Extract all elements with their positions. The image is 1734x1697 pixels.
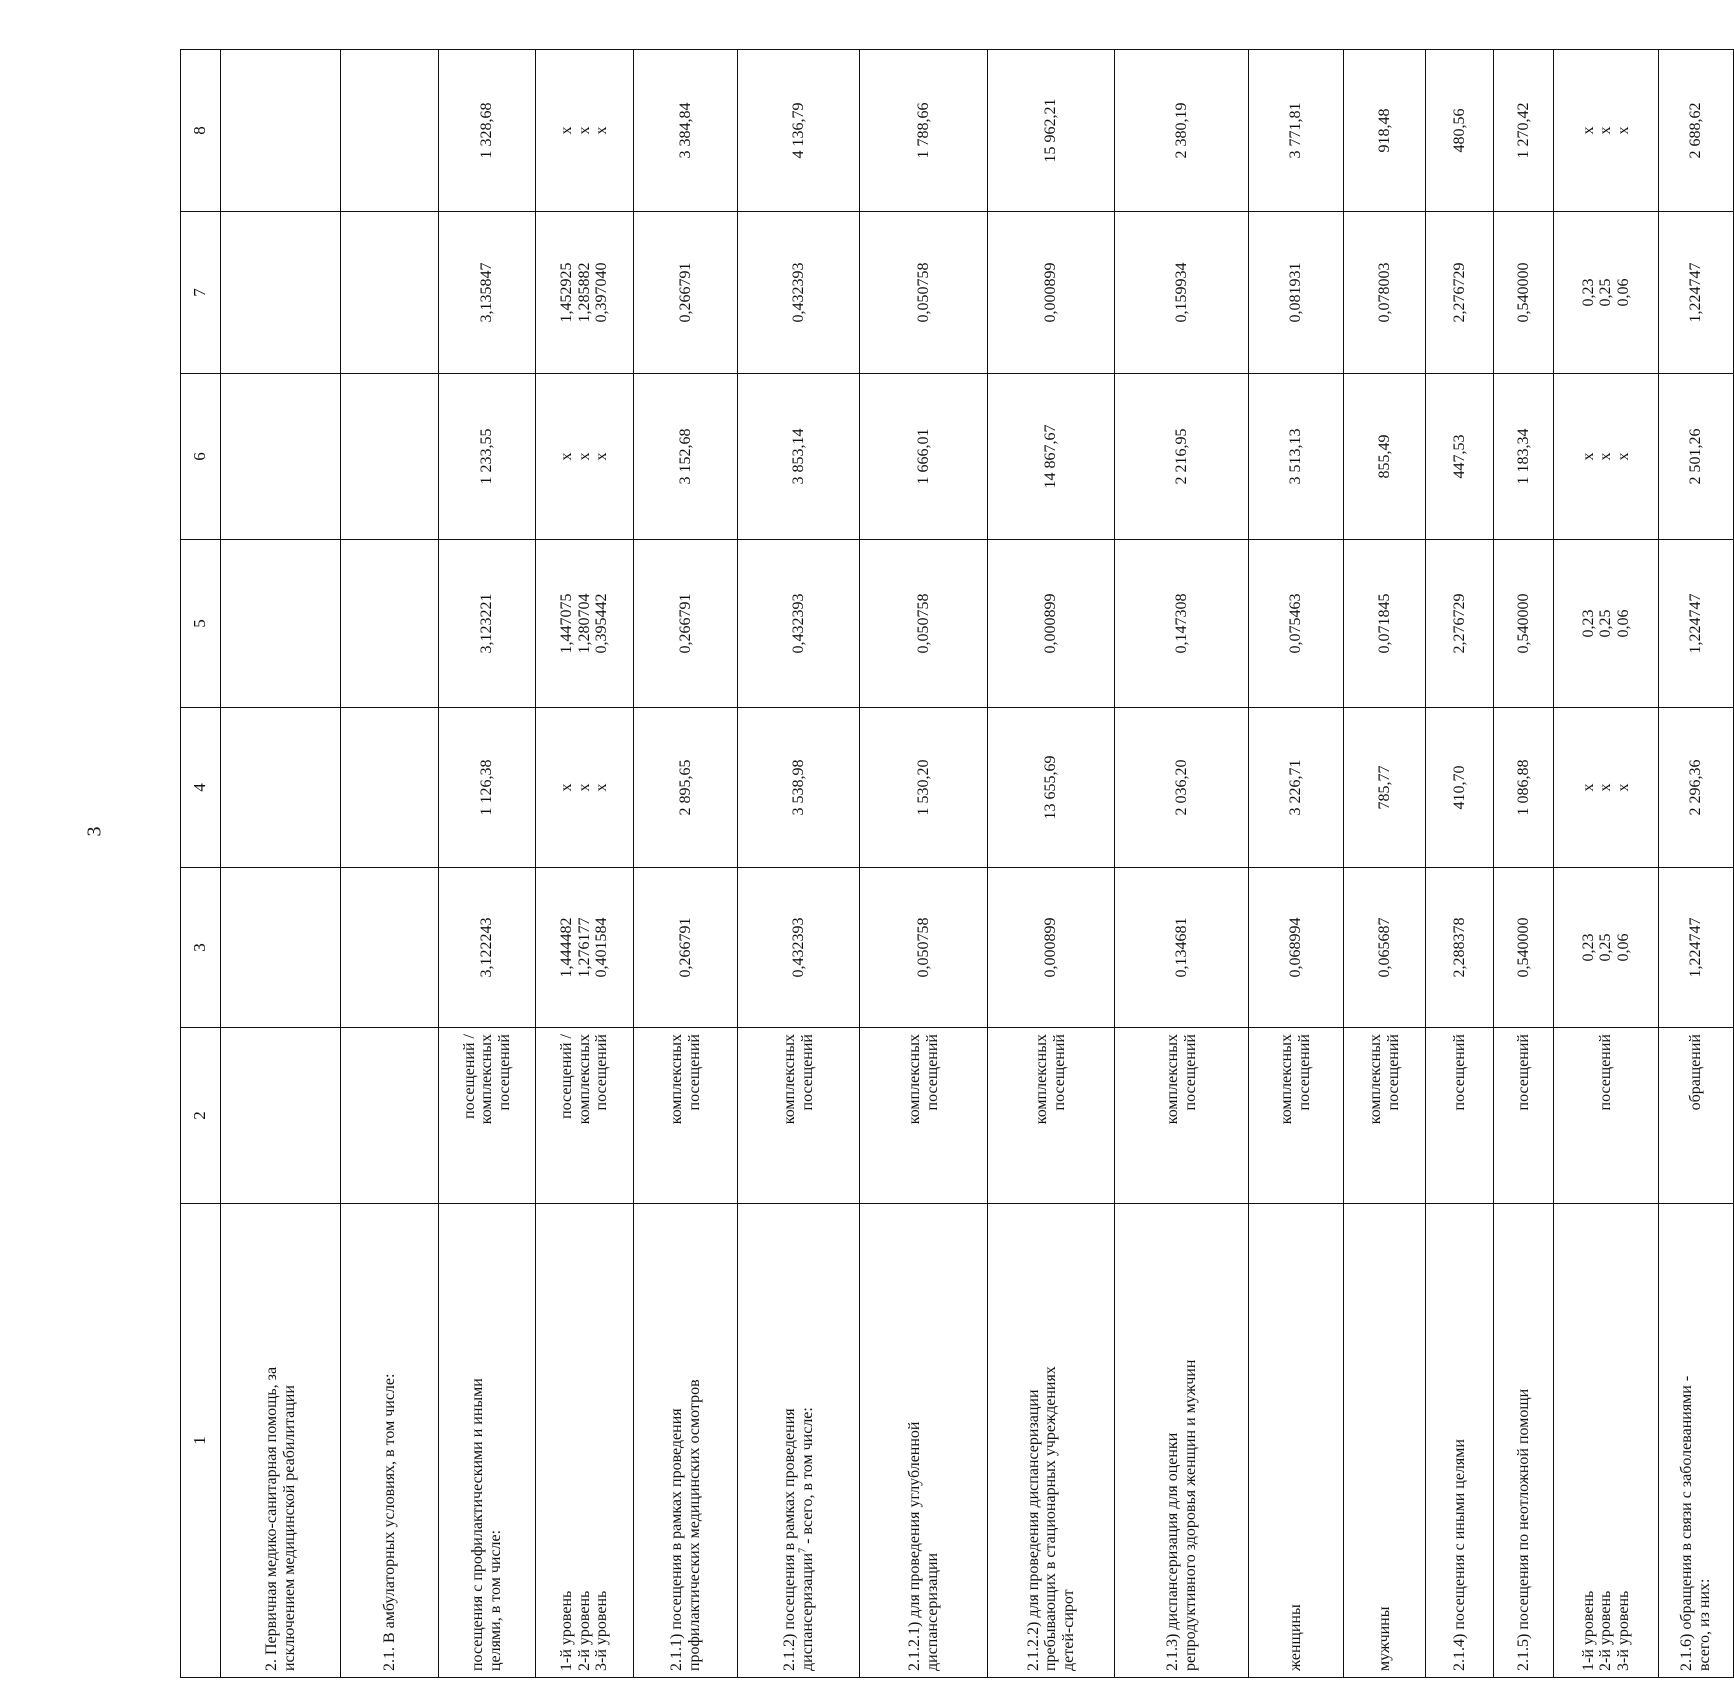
value-cell: 2 688,62: [1659, 50, 1734, 212]
value-cell: 1,444482 1,276177 0,401584: [536, 868, 634, 1028]
value-cell: 1,224747: [1659, 868, 1734, 1028]
table-row: [1554, 50, 1659, 1678]
value-cell: [221, 708, 341, 868]
table-row: [1115, 50, 1249, 1678]
footnote-mark: 7: [797, 1547, 809, 1553]
header-cell-1: 1: [181, 1204, 221, 1678]
unit-cell: обращений: [1659, 1028, 1734, 1204]
value-cell: 410,70: [1426, 708, 1494, 868]
data-table: [180, 49, 1734, 1678]
value-cell: 14 867,67: [988, 374, 1115, 540]
value-cell: 3,122243: [439, 868, 536, 1028]
value-cell: 3,123221: [439, 540, 536, 708]
header-cell-8: 8: [181, 50, 221, 212]
row-label-cell: 2.1.1) посещения в рамках проведения профилактических медицинских осмотров: [634, 1204, 738, 1678]
row-label-cell: посещения с профилактическими и иными целями, в том числе:: [439, 1204, 536, 1678]
value-cell: 0,540000: [1494, 212, 1554, 374]
value-cell: 1 530,20: [860, 708, 988, 868]
value-cell: 1 270,42: [1494, 50, 1554, 212]
value-cell: 785,77: [1344, 708, 1426, 868]
value-cell: х х х: [536, 374, 634, 540]
page-number: 3: [83, 826, 106, 837]
value-cell: 0,050758: [860, 540, 988, 708]
table-row: [738, 50, 860, 1678]
value-cell: 3 513,13: [1249, 374, 1344, 540]
value-cell: 0,081931: [1249, 212, 1344, 374]
value-cell: 3 226,71: [1249, 708, 1344, 868]
value-cell: х х х: [1554, 708, 1659, 868]
unit-cell: комплексных посещений: [1249, 1028, 1344, 1204]
value-cell: 3 538,98: [738, 708, 860, 868]
value-cell: 3 152,68: [634, 374, 738, 540]
value-cell: х х х: [536, 708, 634, 868]
value-cell: [341, 540, 439, 708]
table-row: [860, 50, 988, 1678]
value-cell: 2 036,20: [1115, 708, 1249, 868]
value-cell: 3 771,81: [1249, 50, 1344, 212]
unit-cell: посещений / комплексных посещений: [536, 1028, 634, 1204]
value-cell: 2 501,26: [1659, 374, 1734, 540]
value-cell: 1,447075 1,280704 0,395442: [536, 540, 634, 708]
row-label-tail: - всего, в том числе:: [798, 1407, 816, 1548]
value-cell: 3 384,84: [634, 50, 738, 212]
value-cell: 0,068994: [1249, 868, 1344, 1028]
header-cell-6: 6: [181, 374, 221, 540]
value-cell: 2,288378: [1426, 868, 1494, 1028]
unit-cell: комплексных посещений: [1115, 1028, 1249, 1204]
header-row: [181, 50, 221, 1678]
row-label-cell: 2.1.5) посещения по неотложной помощи: [1494, 1204, 1554, 1678]
header-cell-4: 4: [181, 708, 221, 868]
table-row: [221, 50, 341, 1678]
value-cell: х х х: [1554, 374, 1659, 540]
value-cell: 1 233,55: [439, 374, 536, 540]
unit-cell: комплексных посещений: [1344, 1028, 1426, 1204]
value-cell: 3 853,14: [738, 374, 860, 540]
unit-cell: комплексных посещений: [634, 1028, 738, 1204]
unit-cell: комплексных посещений: [738, 1028, 860, 1204]
unit-cell: [221, 1028, 341, 1204]
value-cell: [341, 868, 439, 1028]
table-row: [1426, 50, 1494, 1678]
value-cell: [341, 374, 439, 540]
value-cell: 2 296,36: [1659, 708, 1734, 868]
value-cell: 1 126,38: [439, 708, 536, 868]
row-label-text: 2.1.2) посещения в рамках проведения диспансеризации: [780, 1408, 816, 1671]
unit-cell: посещений: [1554, 1028, 1659, 1204]
value-cell: 0,000899: [988, 212, 1115, 374]
value-cell: 1 666,01: [860, 374, 988, 540]
value-cell: 1,224747: [1659, 212, 1734, 374]
row-label-cell: мужчины: [1344, 1204, 1426, 1678]
rotated-table-container: [180, 50, 1713, 1678]
value-cell: 0,071845: [1344, 540, 1426, 708]
value-cell: х х х: [536, 50, 634, 212]
value-cell: х х х: [1554, 50, 1659, 212]
unit-cell: посещений / комплексных посещений: [439, 1028, 536, 1204]
row-label-cell: 2.1.2.2) для проведения диспансеризации пребывающих в стационарных учреждениях детей-сирот: [988, 1204, 1115, 1678]
row-label-cell: [738, 1204, 860, 1678]
value-cell: 2,276729: [1426, 540, 1494, 708]
row-label-cell: женщины: [1249, 1204, 1344, 1678]
table-row: [341, 50, 439, 1678]
value-cell: 0,000899: [988, 540, 1115, 708]
row-label-cell: 2.1.2.1) для проведения углубленной диспансеризации: [860, 1204, 988, 1678]
value-cell: 0,23 0,25 0,06: [1554, 540, 1659, 708]
header-cell-3: 3: [181, 868, 221, 1028]
row-label-cell: 2. Первичная медико-санитарная помощь, за исключением медицинской реабилитации: [221, 1204, 341, 1678]
value-cell: 918,48: [1344, 50, 1426, 212]
unit-cell: комплексных посещений: [860, 1028, 988, 1204]
value-cell: 0,050758: [860, 868, 988, 1028]
value-cell: [221, 540, 341, 708]
value-cell: 0,432393: [738, 868, 860, 1028]
value-cell: 0,432393: [738, 212, 860, 374]
value-cell: [341, 50, 439, 212]
value-cell: 855,49: [1344, 374, 1426, 540]
value-cell: 4 136,79: [738, 50, 860, 212]
row-label-cell: 2.1.3) диспансеризация для оценки репродуктивного здоровья женщин и мужчин: [1115, 1204, 1249, 1678]
value-cell: 0,075463: [1249, 540, 1344, 708]
value-cell: [221, 374, 341, 540]
value-cell: 15 962,21: [988, 50, 1115, 212]
header-cell-2: 2: [181, 1028, 221, 1204]
unit-cell: посещений: [1426, 1028, 1494, 1204]
unit-cell: посещений: [1494, 1028, 1554, 1204]
value-cell: 2 216,95: [1115, 374, 1249, 540]
value-cell: 13 655,69: [988, 708, 1115, 868]
value-cell: [221, 868, 341, 1028]
value-cell: 2 380,19: [1115, 50, 1249, 212]
row-label-cell: 2.1. В амбулаторных условиях, в том числе:: [341, 1204, 439, 1678]
value-cell: 1 788,66: [860, 50, 988, 212]
value-cell: 0,000899: [988, 868, 1115, 1028]
row-label-cell: 1-й уровень 2-й уровень 3-й уровень: [1554, 1204, 1659, 1678]
value-cell: 0,147308: [1115, 540, 1249, 708]
value-cell: 0,159934: [1115, 212, 1249, 374]
unit-cell: комплексных посещений: [988, 1028, 1115, 1204]
value-cell: 2,276729: [1426, 212, 1494, 374]
value-cell: 0,050758: [860, 212, 988, 374]
value-cell: [341, 212, 439, 374]
value-cell: 0,134681: [1115, 868, 1249, 1028]
value-cell: 0,266791: [634, 540, 738, 708]
value-cell: 480,56: [1426, 50, 1494, 212]
value-cell: 0,23 0,25 0,06: [1554, 868, 1659, 1028]
table-row: [439, 50, 536, 1678]
value-cell: 0,065687: [1344, 868, 1426, 1028]
table-row: [536, 50, 634, 1678]
table-row: [634, 50, 738, 1678]
row-label-cell: 1-й уровень 2-й уровень 3-й уровень: [536, 1204, 634, 1678]
value-cell: 0,266791: [634, 868, 738, 1028]
value-cell: 0,078003: [1344, 212, 1426, 374]
table-row: [988, 50, 1115, 1678]
value-cell: 0,266791: [634, 212, 738, 374]
value-cell: 0,432393: [738, 540, 860, 708]
value-cell: 1 086,88: [1494, 708, 1554, 868]
value-cell: 1,224747: [1659, 540, 1734, 708]
header-cell-5: 5: [181, 540, 221, 708]
value-cell: 447,53: [1426, 374, 1494, 540]
table-row: [1249, 50, 1344, 1678]
table-row: [1494, 50, 1554, 1678]
table-row: [1344, 50, 1426, 1678]
value-cell: 0,23 0,25 0,06: [1554, 212, 1659, 374]
value-cell: 1 183,34: [1494, 374, 1554, 540]
value-cell: 2 895,65: [634, 708, 738, 868]
value-cell: 1 328,68: [439, 50, 536, 212]
table-row: [1659, 50, 1734, 1678]
value-cell: 3,135847: [439, 212, 536, 374]
value-cell: [341, 708, 439, 868]
value-cell: [221, 50, 341, 212]
row-label-cell: 2.1.6) обращения в связи с заболеваниями - всего, из них:: [1659, 1204, 1734, 1678]
header-cell-7: 7: [181, 212, 221, 374]
value-cell: 1,452925 1,285882 0,397040: [536, 212, 634, 374]
value-cell: 0,540000: [1494, 540, 1554, 708]
row-label-cell: 2.1.4) посещения с иными целями: [1426, 1204, 1494, 1678]
value-cell: 0,540000: [1494, 868, 1554, 1028]
unit-cell: [341, 1028, 439, 1204]
value-cell: [221, 212, 341, 374]
